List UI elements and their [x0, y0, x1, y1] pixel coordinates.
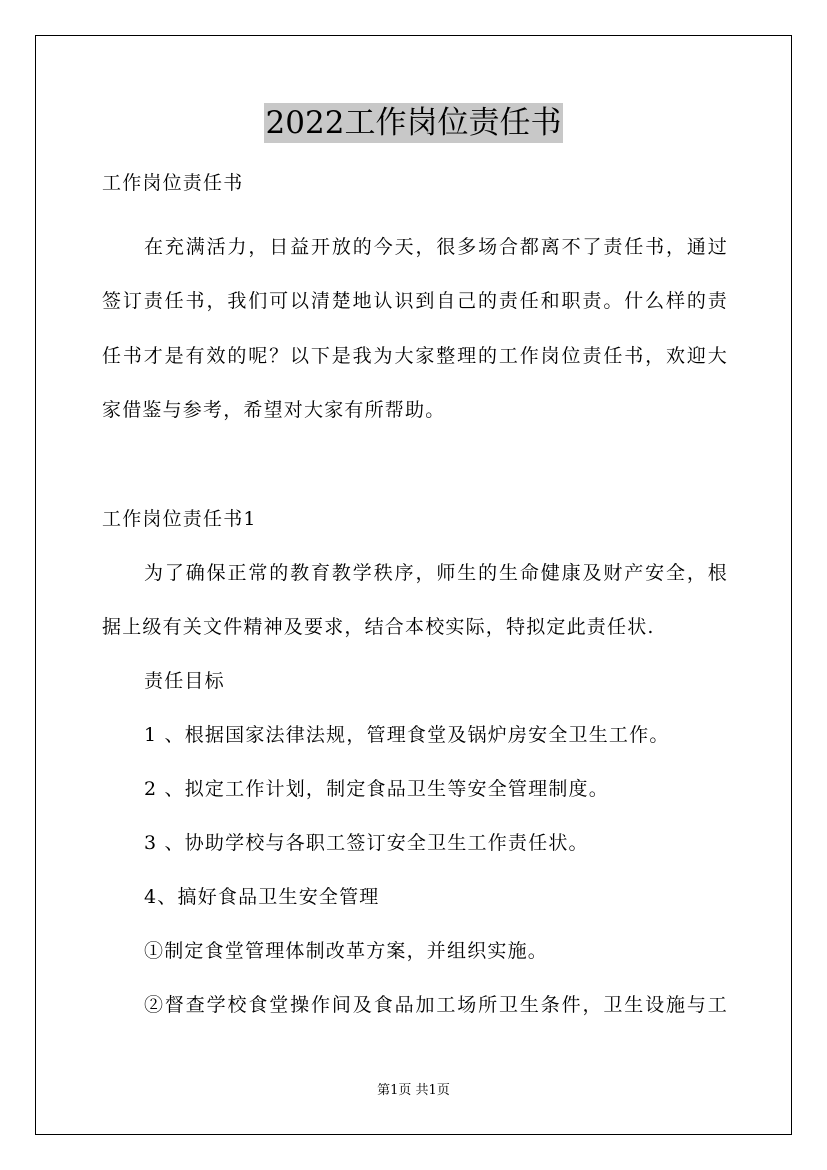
intro-line: 签订责任书，我们可以清楚地认识到自己的责任和职责。什么样的责	[102, 290, 728, 312]
list-item: 4、搞好食品卫生安全管理	[144, 886, 380, 908]
section-line: 据上级有关文件精神及要求，结合本校实际，特拟定此责任状.	[102, 616, 655, 638]
intro-line: 在充满活力，日益开放的今天，很多场合都离不了责任书，通过	[144, 236, 728, 258]
title-container	[0, 103, 827, 143]
goals-heading: 责任目标	[144, 670, 225, 692]
intro-line: 任书才是有效的呢？以下是我为大家整理的工作岗位责任书，欢迎大	[102, 345, 728, 367]
intro-line: 家借鉴与参考，希望对大家有所帮助。	[102, 399, 446, 421]
section-heading: 工作岗位责任书1	[102, 508, 257, 530]
page-footer: 第1页 共1页	[377, 1083, 450, 1098]
list-item: ①制定食堂管理体制改革方案，并组织实施。	[144, 940, 549, 962]
list-item: 3 、协助学校与各职工签订安全卫生工作责任状。	[144, 832, 589, 854]
section-line: 为了确保正常的教育教学秩序，师生的生命健康及财产安全，根	[144, 562, 728, 584]
document-title: 2022工作岗位责任书	[265, 105, 562, 141]
list-item: 1 、根据国家法律法规，管理食堂及锅炉房安全卫生工作。	[144, 724, 670, 746]
list-item: ②督查学校食堂操作间及食品加工场所卫生条件，卫生设施与工	[144, 994, 728, 1016]
list-item: 2 、拟定工作计划，制定食品卫生等安全管理制度。	[144, 778, 609, 800]
document-subtitle: 工作岗位责任书	[102, 172, 244, 194]
